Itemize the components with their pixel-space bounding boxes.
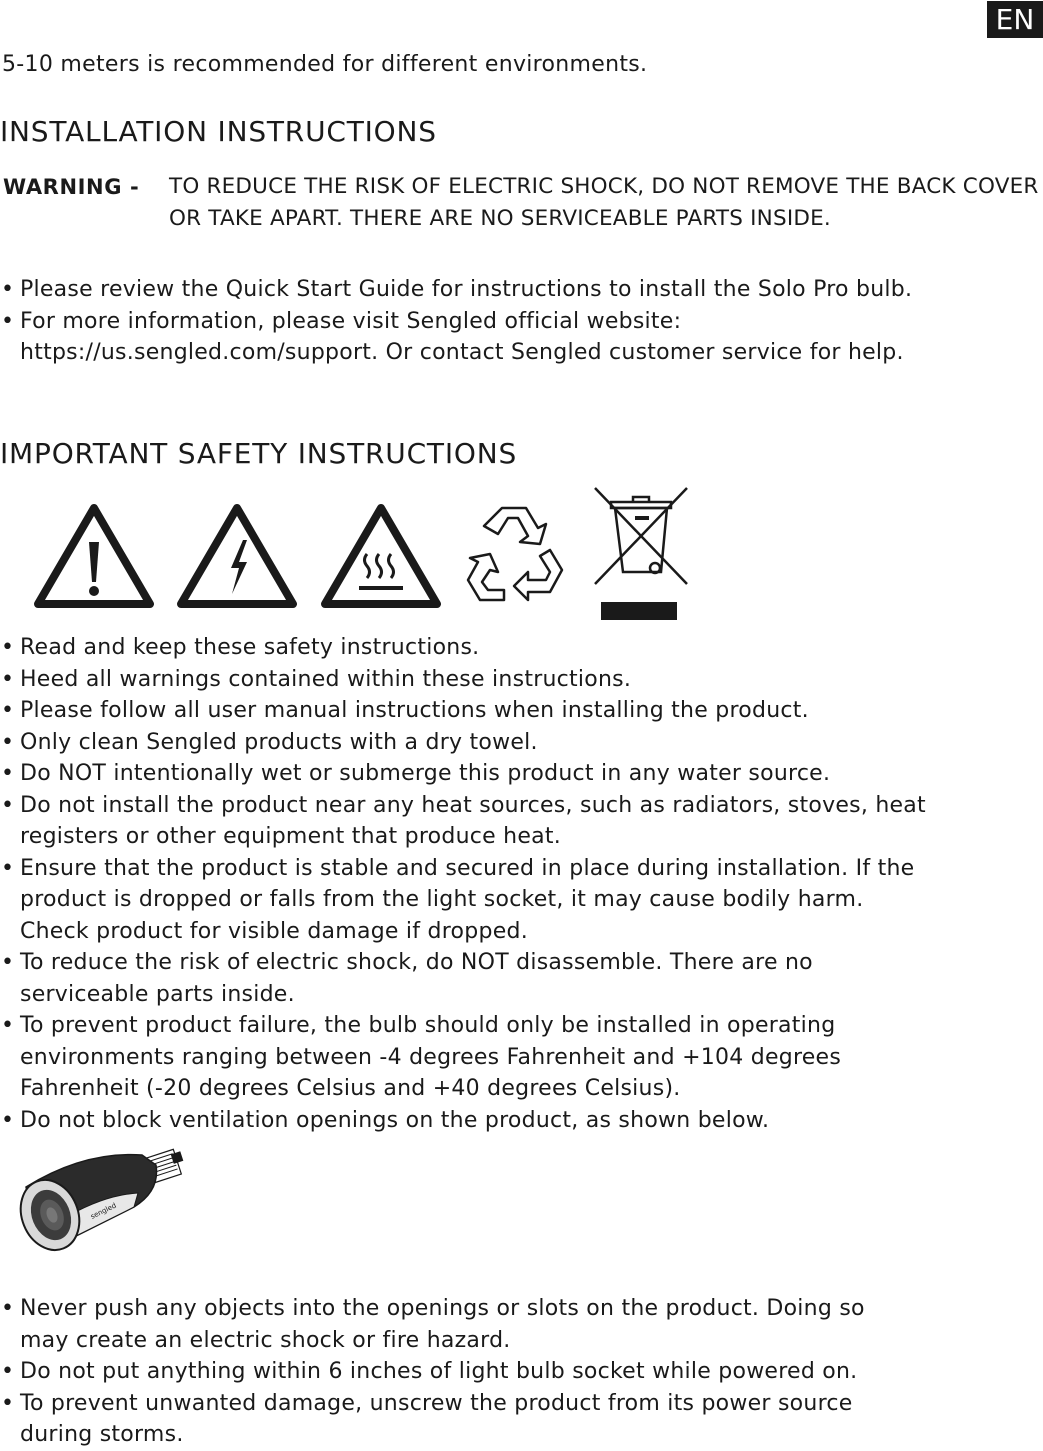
list-item: • Do not put anything within 6 inches of light bulb socket while powered on. [0,1356,1043,1388]
safety-icons [30,486,700,626]
crossed-out-bin-icon [593,486,689,622]
warning-text: TO REDUCE THE RISK OF ELECTRIC SHOCK, DO NOT REMOVE THE BACK COVER OR TAKE APART. THERE ARE NO SERVICEABLE PARTS INSIDE. [169,174,1039,231]
list-item: • To prevent product failure, the bulb should only be installed in operating environments ranging between -4 degrees Fahrenheit and +104 degrees Fahrenheit (-20 degrees Celsius and +40 degrees Celsius). [0,1010,1043,1105]
language-badge: EN [987,1,1043,38]
safety-bullet-list [0,632,1043,1136]
safety-title: IMPORTANT SAFETY INSTRUCTIONS [0,437,518,470]
safety-bullet-list-continued [0,1293,1043,1451]
list-item: • To prevent unwanted damage, unscrew the product from its power source during storms. [0,1388,1043,1451]
list-item: • Do not block ventilation openings on the product, as shown below. [0,1105,1043,1137]
list-item: • Read and keep these safety instructions. [0,632,1043,664]
intro-text: 5-10 meters is recommended for different environments. [2,52,648,77]
list-item: • Do not install the product near any heat sources, such as radiators, stoves, heat registers or other equipment that produce heat. [0,790,1043,853]
hot-surface-warning-icon [319,502,443,610]
list-item: • Do NOT intentionally wet or submerge this product in any water source. [0,758,1043,790]
list-item: • Heed all warnings contained within these instructions. [0,664,1043,696]
list-item: • To reduce the risk of electric shock, do NOT disassemble. There are no serviceable parts inside. [0,947,1043,1010]
bulb-logo: sengled [89,1201,118,1221]
electric-shock-warning-icon [175,502,299,610]
list-item: • Ensure that the product is stable and secured in place during installation. If the product is dropped or falls from the light socket, it may cause bodily harm. Check product for visible damage if dropped. [0,853,1043,948]
warning-label: WARNING - [3,175,140,199]
recycle-icon [462,502,572,608]
installation-title: INSTALLATION INSTRUCTIONS [0,115,437,148]
list-item: • Only clean Sengled products with a dry towel. [0,727,1043,759]
list-item: • Please review the Quick Start Guide for instructions to install the Solo Pro bulb. [0,274,1043,306]
list-item: • Please follow all user manual instructions when installing the product. [0,695,1043,727]
light-bulb-illustration [14,1145,189,1255]
list-item: • Never push any objects into the openings or slots on the product. Doing so may create an electric shock or fire hazard. [0,1293,1043,1356]
list-item: • For more information, please visit Sengled official website: https://us.sengled.com/support. Or contact Sengled customer service for help. [0,306,1043,369]
exclamation-warning-icon [32,502,156,610]
installation-bullet-list [0,274,1043,369]
